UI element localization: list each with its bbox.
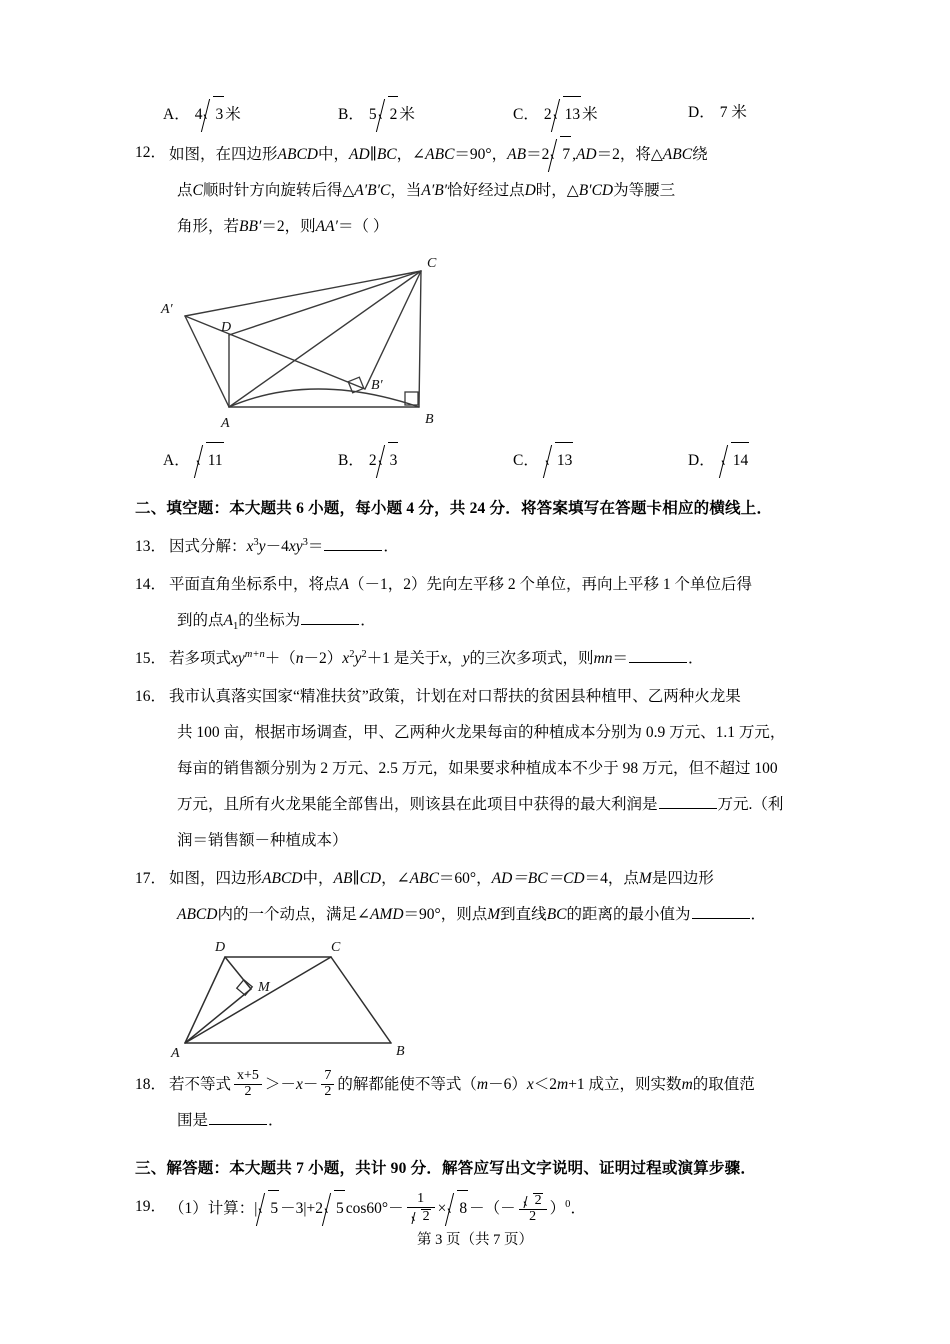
q12-choice-d-value: 14 bbox=[720, 441, 751, 479]
q12-label-A: A bbox=[221, 416, 230, 431]
page-content bbox=[135, 95, 825, 1227]
segment-BpC bbox=[365, 271, 421, 389]
q16-line-4: 万元，且所有火龙果能全部售出，则该县在此项目中获得的最大利润是 万元.（利 bbox=[169, 787, 825, 823]
segment-DA bbox=[185, 957, 225, 1043]
q11-choice-b[interactable] bbox=[338, 95, 513, 133]
q13-line-1: 因式分解：$x^3y-4xy^3=$ ． bbox=[169, 536, 399, 555]
segment-AC bbox=[185, 957, 331, 1043]
q12-choice-c[interactable] bbox=[513, 441, 688, 479]
q11-choice-a-value: 4 3 米 bbox=[195, 95, 241, 133]
q11-choice-a-label: A． bbox=[163, 106, 190, 123]
segment-CD bbox=[229, 271, 421, 335]
q15-body bbox=[169, 641, 825, 677]
q14-answer-blank[interactable] bbox=[301, 609, 359, 625]
q18-number: 18． bbox=[135, 1076, 167, 1093]
q12-choice-b-value: 2 3 bbox=[369, 441, 400, 479]
q17-answer-blank[interactable] bbox=[692, 903, 750, 919]
segment-BC bbox=[419, 271, 421, 407]
segment-DM bbox=[225, 957, 251, 989]
q11-choice-c-label: C． bbox=[513, 106, 539, 123]
q12-label-A-prime: A′ bbox=[161, 302, 173, 317]
q16-line-3: 每亩的销售额分别为 2 万元、2.5 万元，如果要求种植成本不少于 98 万元，但不超过 100 bbox=[177, 760, 778, 777]
q12-choice-a[interactable] bbox=[163, 441, 338, 479]
q17-figure bbox=[163, 935, 825, 1065]
question-18 bbox=[135, 1067, 825, 1139]
q11-choices bbox=[135, 95, 825, 133]
q17-label-B: B bbox=[396, 1044, 405, 1059]
q16-line-2: 共 100 亩，根据市场调查，甲、乙两种火龙果每亩的种植成本分别为 0.9 万元、1.1 万元， bbox=[177, 724, 786, 741]
q12-figure bbox=[153, 249, 825, 439]
question-13 bbox=[135, 529, 825, 565]
question-14 bbox=[135, 567, 825, 639]
q12-label-B-prime: B′ bbox=[371, 378, 383, 393]
q16-line-1: 我市认真落实国家“精准扶贫”政策，计划在对口帮扶的贫困县种植甲、乙两种火龙果 bbox=[169, 688, 741, 705]
q12-choice-a-value: 11 bbox=[195, 441, 225, 479]
q17-label-D: D bbox=[215, 940, 226, 955]
q17-line-2: ABCD内的一个动点，满足∠AMD＝90°，则点M到直线BC的距离的最小值为 ． bbox=[169, 897, 825, 933]
q17-figure-svg bbox=[163, 935, 453, 1060]
q11-choice-c-value: 2 13 米 bbox=[544, 95, 598, 133]
q15-line-1: 若多项式$xy^{m+n}+(n-2)x^2y^2+1$ 是关于x，y的三次多项式，则mn＝ ． bbox=[169, 648, 704, 667]
q12-choice-a-label: A． bbox=[163, 452, 190, 469]
question-17 bbox=[135, 861, 825, 933]
q12-choice-b[interactable] bbox=[338, 441, 513, 479]
q12-choice-c-value: 13 bbox=[544, 441, 575, 479]
q11-choice-d-value: 7 米 bbox=[719, 104, 747, 121]
q11-choice-a[interactable] bbox=[163, 95, 338, 133]
q14-line-1: 平面直角坐标系中，将点A（－1，2）先向左平移 2 个单位，再向上平移 1 个单位后得 bbox=[169, 576, 752, 593]
q11-choice-d-label: D． bbox=[688, 104, 715, 121]
q12-label-D: D bbox=[221, 320, 232, 335]
q18-fraction-2: $\frac{7}{2}$ bbox=[321, 1069, 334, 1099]
q16-number: 16． bbox=[135, 688, 167, 705]
segment-ApBp bbox=[185, 316, 365, 389]
section-3-heading: 三、解答题：本大题共 7 小题，共计 90 分．解答应写出文字说明、证明过程或演算步骤． bbox=[135, 1160, 757, 1177]
q13-answer-blank[interactable] bbox=[324, 535, 382, 551]
q17-label-A: A bbox=[171, 1046, 180, 1060]
q13-number: 13． bbox=[135, 538, 167, 555]
q12-body bbox=[169, 135, 825, 245]
q19-number: 19． bbox=[135, 1198, 167, 1215]
q12-choice-b-label: B． bbox=[338, 452, 364, 469]
q12-line-1: 如图，在四边形ABCD中，AD∥BC，∠ABC＝90°，AB＝2 7 ,AD＝2，将△ABC绕 bbox=[169, 135, 825, 173]
q12-choice-d[interactable] bbox=[688, 441, 808, 479]
q17-body bbox=[169, 861, 825, 933]
q12-figure-svg bbox=[153, 249, 493, 434]
q18-line-1: 若不等式 $\frac{x+5}{2}$ ＞－x－ $\frac{7}{2}$ 的解都能使不等式（m－6）x＜2m+1 成立，则实数m的取值范 bbox=[169, 1068, 755, 1099]
q12-label-C: C bbox=[427, 256, 437, 271]
segment-AC bbox=[229, 271, 421, 407]
q13-body bbox=[169, 529, 825, 565]
question-16 bbox=[135, 679, 825, 859]
q12-choice-d-label: D． bbox=[688, 452, 715, 469]
segment-ApC bbox=[185, 271, 421, 316]
q11-choice-b-label: B． bbox=[338, 106, 364, 123]
q19-fraction-2: $\frac{2}{2}$ bbox=[519, 1192, 547, 1224]
q16-body bbox=[169, 679, 825, 859]
segment-AM bbox=[185, 989, 251, 1043]
question-12 bbox=[135, 135, 825, 245]
q19-line-1: （1）计算：| 5 －3|+2 5 cos60°－ $\frac{1}{2}$ × 8 －（－ $\frac{2}{2}$ ）$^0$． bbox=[169, 1189, 825, 1227]
q16-line-5: 润＝销售额－种植成本） bbox=[177, 832, 348, 849]
section-2-heading: 二、填空题：本大题共 6 小题，每小题 4 分，共 24 分．将答案填写在答题卡相应的横线上． bbox=[135, 500, 773, 517]
q17-line-1: 如图，四边形ABCD中，AB∥CD，∠ABC＝60°，AD＝BC＝CD＝4，点M是四边形 bbox=[169, 870, 714, 887]
q18-answer-blank[interactable] bbox=[209, 1109, 267, 1125]
q12-number: 12． bbox=[135, 144, 167, 161]
q17-number: 17． bbox=[135, 870, 167, 887]
q12-choice-c-label: C． bbox=[513, 452, 539, 469]
q18-body bbox=[169, 1067, 825, 1139]
q15-number: 15． bbox=[135, 650, 167, 667]
q14-number: 14． bbox=[135, 576, 167, 593]
page-footer: 第 3 页（共 7 页） bbox=[417, 1232, 533, 1248]
rotation-arc bbox=[229, 389, 419, 407]
q17-label-C: C bbox=[331, 940, 341, 955]
q12-line-3: 角形，若BB′＝2，则AA′＝（ ） bbox=[177, 218, 389, 235]
q11-choice-d[interactable] bbox=[688, 95, 808, 133]
q14-line-2: 到的点$A_1$的坐标为 ． bbox=[169, 603, 825, 639]
q19-body bbox=[169, 1189, 825, 1227]
q12-label-B: B bbox=[425, 412, 434, 427]
q15-answer-blank[interactable] bbox=[629, 647, 687, 663]
question-15 bbox=[135, 641, 825, 677]
question-19 bbox=[135, 1189, 825, 1227]
q18-fraction-1: $\frac{x+5}{2}$ bbox=[234, 1069, 262, 1099]
q17-label-M: M bbox=[258, 980, 270, 995]
q11-choice-b-value: 5 2 米 bbox=[369, 95, 415, 133]
q18-line-2: 围是 ． bbox=[169, 1103, 825, 1139]
q12-line-2: 点C顺时针方向旋转后得△A′B′C，当A′B′恰好经过点D时，△B′CD为等腰三 bbox=[177, 182, 676, 199]
q12-choices bbox=[135, 441, 825, 479]
q16-answer-blank[interactable] bbox=[659, 793, 717, 809]
q14-body bbox=[169, 567, 825, 639]
q19-fraction-1: $\frac{1}{2}$ bbox=[407, 1192, 435, 1224]
q11-choice-c[interactable] bbox=[513, 95, 688, 133]
segment-BC bbox=[331, 957, 391, 1043]
